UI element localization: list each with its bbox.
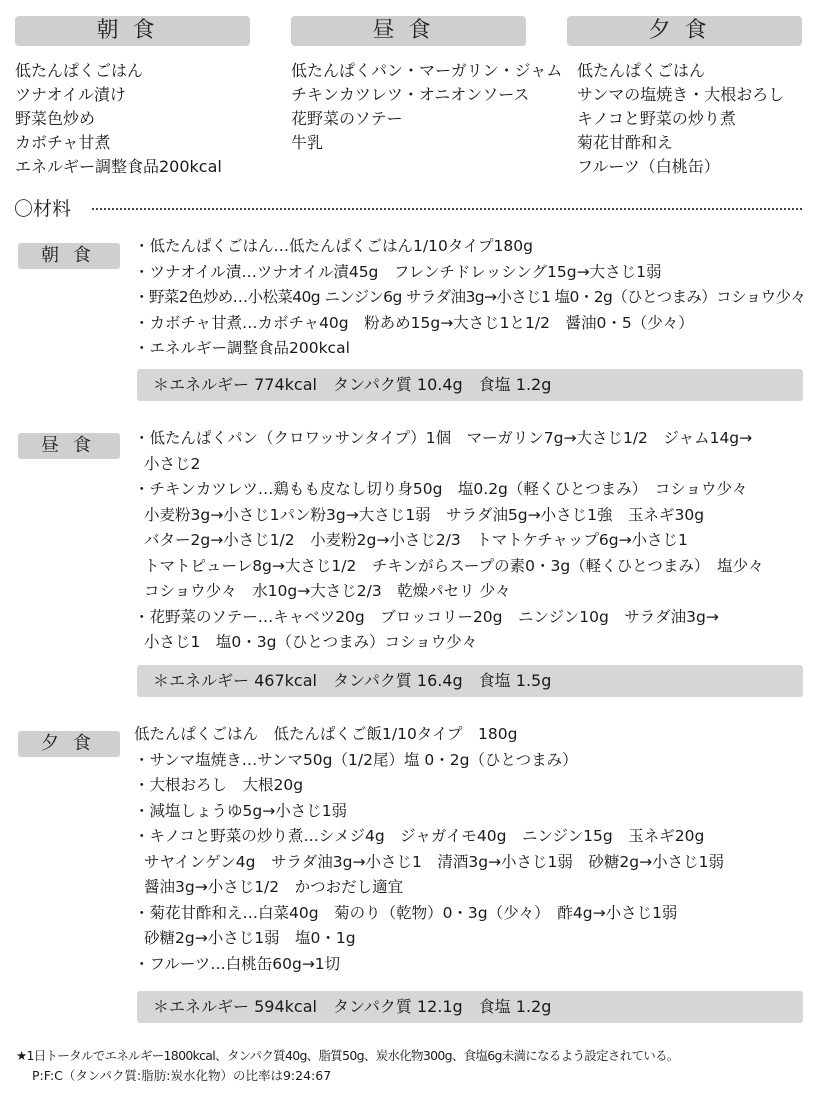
tab-lunch: 昼食 <box>291 16 526 46</box>
menu-item: 低たんぱくごはん <box>15 61 144 80</box>
ingredient-line: 低たんぱくごはん 低たんぱくご飯1/10タイプ 180g <box>134 725 518 743</box>
section-label-dinner: 夕食 <box>18 731 120 757</box>
ingredient-line: ・ツナオイル漬…ツナオイル漬45g フレンチドレッシング15g→大さじ1弱 <box>134 262 662 281</box>
menu-item: チキンカツレツ・オニオンソース <box>291 85 530 104</box>
summary-dinner: ＊エネルギー 594kcal タンパク質 12.1g 食塩 1.2g <box>137 991 803 1023</box>
tab-breakfast: 朝食 <box>15 16 250 46</box>
menu-item: 花野菜のソテー <box>291 109 403 128</box>
ingredient-line: ・大根おろし 大根20g <box>134 776 304 794</box>
materials-title: 〇材料 <box>14 198 72 220</box>
menu-dinner <box>577 59 784 179</box>
tab-dinner: 夕食 <box>567 16 802 46</box>
ingredient-line: ・フルーツ…白桃缶60g→1切 <box>134 954 341 973</box>
ingredient-line: バター2g→小さじ1/2 小麦粉2g→小さじ2/3 トマトケチャップ6g→小さじ1 <box>144 531 688 549</box>
footer-line: ★1日トータルでエネルギー1800kcal、タンパク質40g、脂質50g、炭水化物300g、食塩6g未満になるよう設定されている。 <box>16 1048 679 1063</box>
menu-item: 低たんぱくパン・マーガリン・ジャム <box>291 61 563 80</box>
footer-line: P:F:C（タンパク質:脂肪:炭水化物）の比率は9:24:67 <box>32 1068 332 1083</box>
section-body-dinner <box>134 722 808 977</box>
section-label-breakfast: 朝食 <box>18 243 120 269</box>
menu-breakfast <box>15 59 222 179</box>
ingredient-line: ・野菜2色炒め…小松菜40g ニンジン6g サラダ油3g→小さじ1 塩0・2g（ひとつまみ）コショウ少々 <box>134 288 806 306</box>
ingredient-line: サヤインゲン4g サラダ油3g→小さじ1 清酒3g→小さじ1弱 砂糖2g→小さじ1弱 <box>144 852 724 871</box>
ingredient-line: ・キノコと野菜の炒り煮…シメジ4g ジャガイモ40g ニンジン15g 玉ネギ20g <box>134 827 705 845</box>
ingredient-line: ・花野菜のソテー…キャベツ20g ブロッコリー20g ニンジン10g サラダ油3g→ <box>134 607 719 626</box>
section-label-lunch: 昼食 <box>18 433 120 459</box>
ingredient-line: 醤油3g→小さじ1/2 かつおだし適宜 <box>144 878 404 896</box>
ingredient-line: トマトピューレ8g→大さじ1/2 チキンがらスープの素0・3g（軽くひとつまみ） 塩少々 <box>144 556 764 575</box>
ingredient-line: ・低たんぱくパン（クロワッサンタイプ）1個 マーガリン7g→大さじ1/2 ジャム14g→ <box>134 429 753 447</box>
ingredient-line: ・チキンカツレツ…鶏もも皮なし切り身50g 塩0.2g（軽くひとつまみ） コショウ少々 <box>134 480 748 498</box>
menu-item: ツナオイル漬け <box>15 85 126 104</box>
menu-item: エネルギー調整食品200kcal <box>15 157 222 176</box>
ingredient-line: ・エネルギー調整食品200kcal <box>134 339 350 357</box>
ingredient-line: 小さじ2 <box>144 454 201 473</box>
section-body-lunch <box>134 426 808 656</box>
footer-note <box>16 1046 679 1086</box>
menu-item: サンマの塩焼き・大根おろし <box>577 85 785 104</box>
ingredient-line: ・減塩しょうゆ5g→小さじ1弱 <box>134 801 348 820</box>
summary-lunch: ＊エネルギー 467kcal タンパク質 16.4g 食塩 1.5g <box>137 665 803 697</box>
ingredient-line: ・サンマ塩焼き…サンマ50g（1/2尾）塩 0・2g（ひとつまみ） <box>134 750 578 769</box>
menu-item: 野菜色炒め <box>15 109 96 128</box>
ingredient-line: ・菊花甘酢和え…白菜40g 菊のり（乾物）0・3g（少々） 酢4g→小さじ1弱 <box>134 903 678 922</box>
menu-item: カボチャ甘煮 <box>15 133 111 152</box>
ingredient-line: ・カボチャ甘煮…カボチャ40g 粉あめ15g→大さじ1と1/2 醤油0・5（少々） <box>134 313 694 332</box>
ingredient-line: コショウ少々 水10g→大さじ2/3 乾燥パセリ 少々 <box>144 582 511 600</box>
menu-item: フルーツ（白桃缶） <box>577 157 720 176</box>
ingredient-line: 小麦粉3g→小さじ1パン粉3g→大さじ1弱 サラダ油5g→小さじ1強 玉ネギ30g <box>144 505 705 524</box>
dotted-rule <box>92 208 802 210</box>
section-body-breakfast <box>134 234 808 362</box>
menu-item: キノコと野菜の炒り煮 <box>577 109 736 128</box>
ingredient-line: 小さじ1 塩0・3g（ひとつまみ）コショウ少々 <box>144 633 478 651</box>
menu-item: 低たんぱくごはん <box>577 61 706 80</box>
menu-item: 牛乳 <box>291 133 324 152</box>
ingredient-line: 砂糖2g→小さじ1弱 塩0・1g <box>144 929 356 947</box>
summary-breakfast: ＊エネルギー 774kcal タンパク質 10.4g 食塩 1.2g <box>137 369 803 401</box>
ingredient-line: ・低たんぱくごはん…低たんぱくごはん1/10タイプ180g <box>134 237 533 255</box>
menu-item: 菊花甘酢和え <box>577 133 674 152</box>
menu-lunch <box>291 59 562 155</box>
